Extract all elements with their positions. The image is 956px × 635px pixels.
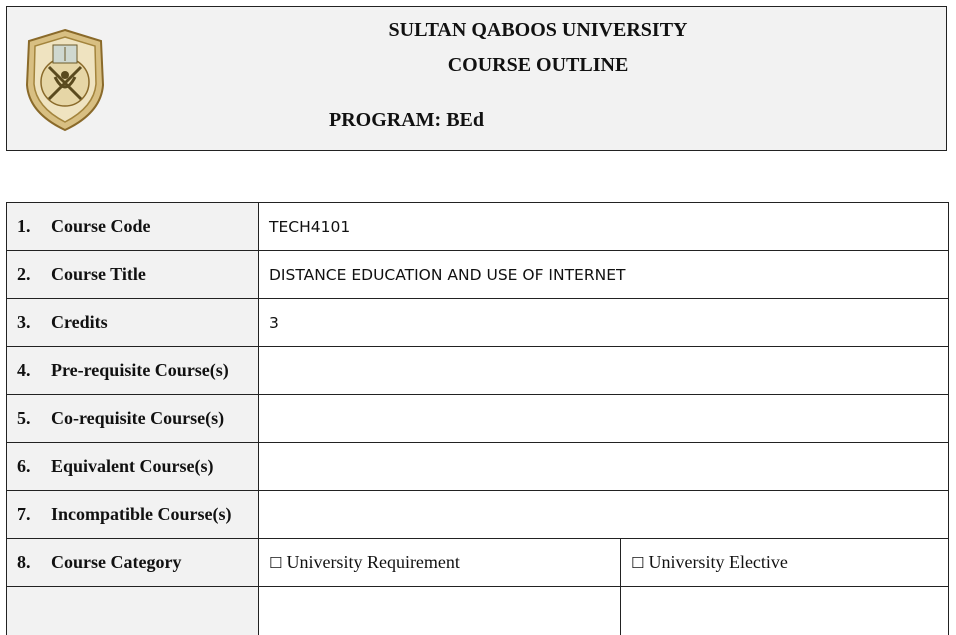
table-row [7, 395, 949, 443]
row-label-cell [7, 443, 259, 491]
course-outline-table [6, 202, 949, 635]
empty-cell [621, 587, 949, 635]
course-title-value: DISTANCE EDUCATION AND USE OF INTERNET [259, 251, 949, 299]
row-label-cell [7, 203, 259, 251]
credits-value: 3 [259, 299, 949, 347]
university-crest-logo [23, 27, 107, 133]
row-label: Equivalent Course(s) [51, 456, 214, 476]
row-number: 5. [17, 408, 31, 428]
table-row [7, 347, 949, 395]
empty-cell [259, 587, 621, 635]
header-box [6, 6, 947, 151]
prerequisite-value [259, 347, 949, 395]
option-label: University Elective [648, 552, 788, 572]
incompatible-value [259, 491, 949, 539]
equivalent-value [259, 443, 949, 491]
table-row [7, 203, 949, 251]
row-label-cell [7, 587, 259, 635]
row-label: Incompatible Course(s) [51, 504, 232, 524]
university-name: SULTAN QABOOS UNIVERSITY [388, 19, 688, 41]
row-number: 4. [17, 360, 31, 380]
table-row [7, 251, 949, 299]
table-row [7, 443, 949, 491]
table-row [7, 539, 949, 587]
table-row [7, 587, 949, 635]
row-label-cell [7, 347, 259, 395]
checkbox-icon[interactable]: ☐ [269, 554, 283, 572]
row-number: 7. [17, 504, 31, 524]
row-label: Course Code [51, 216, 151, 236]
row-label: Pre-requisite Course(s) [51, 360, 229, 380]
row-label-cell [7, 299, 259, 347]
row-number: 6. [17, 456, 31, 476]
row-number: 3. [17, 312, 31, 332]
row-label-cell [7, 395, 259, 443]
option-label: University Requirement [286, 552, 460, 572]
document-title: COURSE OUTLINE [447, 54, 629, 76]
table-row [7, 299, 949, 347]
checkbox-icon[interactable]: ☐ [631, 554, 645, 572]
row-number: 2. [17, 264, 31, 284]
row-label: Co-requisite Course(s) [51, 408, 225, 428]
row-label: Course Category [51, 552, 182, 572]
category-option-university-requirement[interactable] [259, 539, 621, 587]
program-label: PROGRAM: BEd [329, 109, 484, 131]
row-label: Course Title [51, 264, 146, 284]
course-code-value: TECH4101 [259, 203, 949, 251]
corequisite-value [259, 395, 949, 443]
row-label-cell [7, 539, 259, 587]
row-label-cell [7, 491, 259, 539]
category-option-university-elective[interactable] [621, 539, 949, 587]
row-number: 8. [17, 552, 31, 572]
table-row [7, 491, 949, 539]
row-label-cell [7, 251, 259, 299]
row-label: Credits [51, 312, 108, 332]
row-number: 1. [17, 216, 31, 236]
